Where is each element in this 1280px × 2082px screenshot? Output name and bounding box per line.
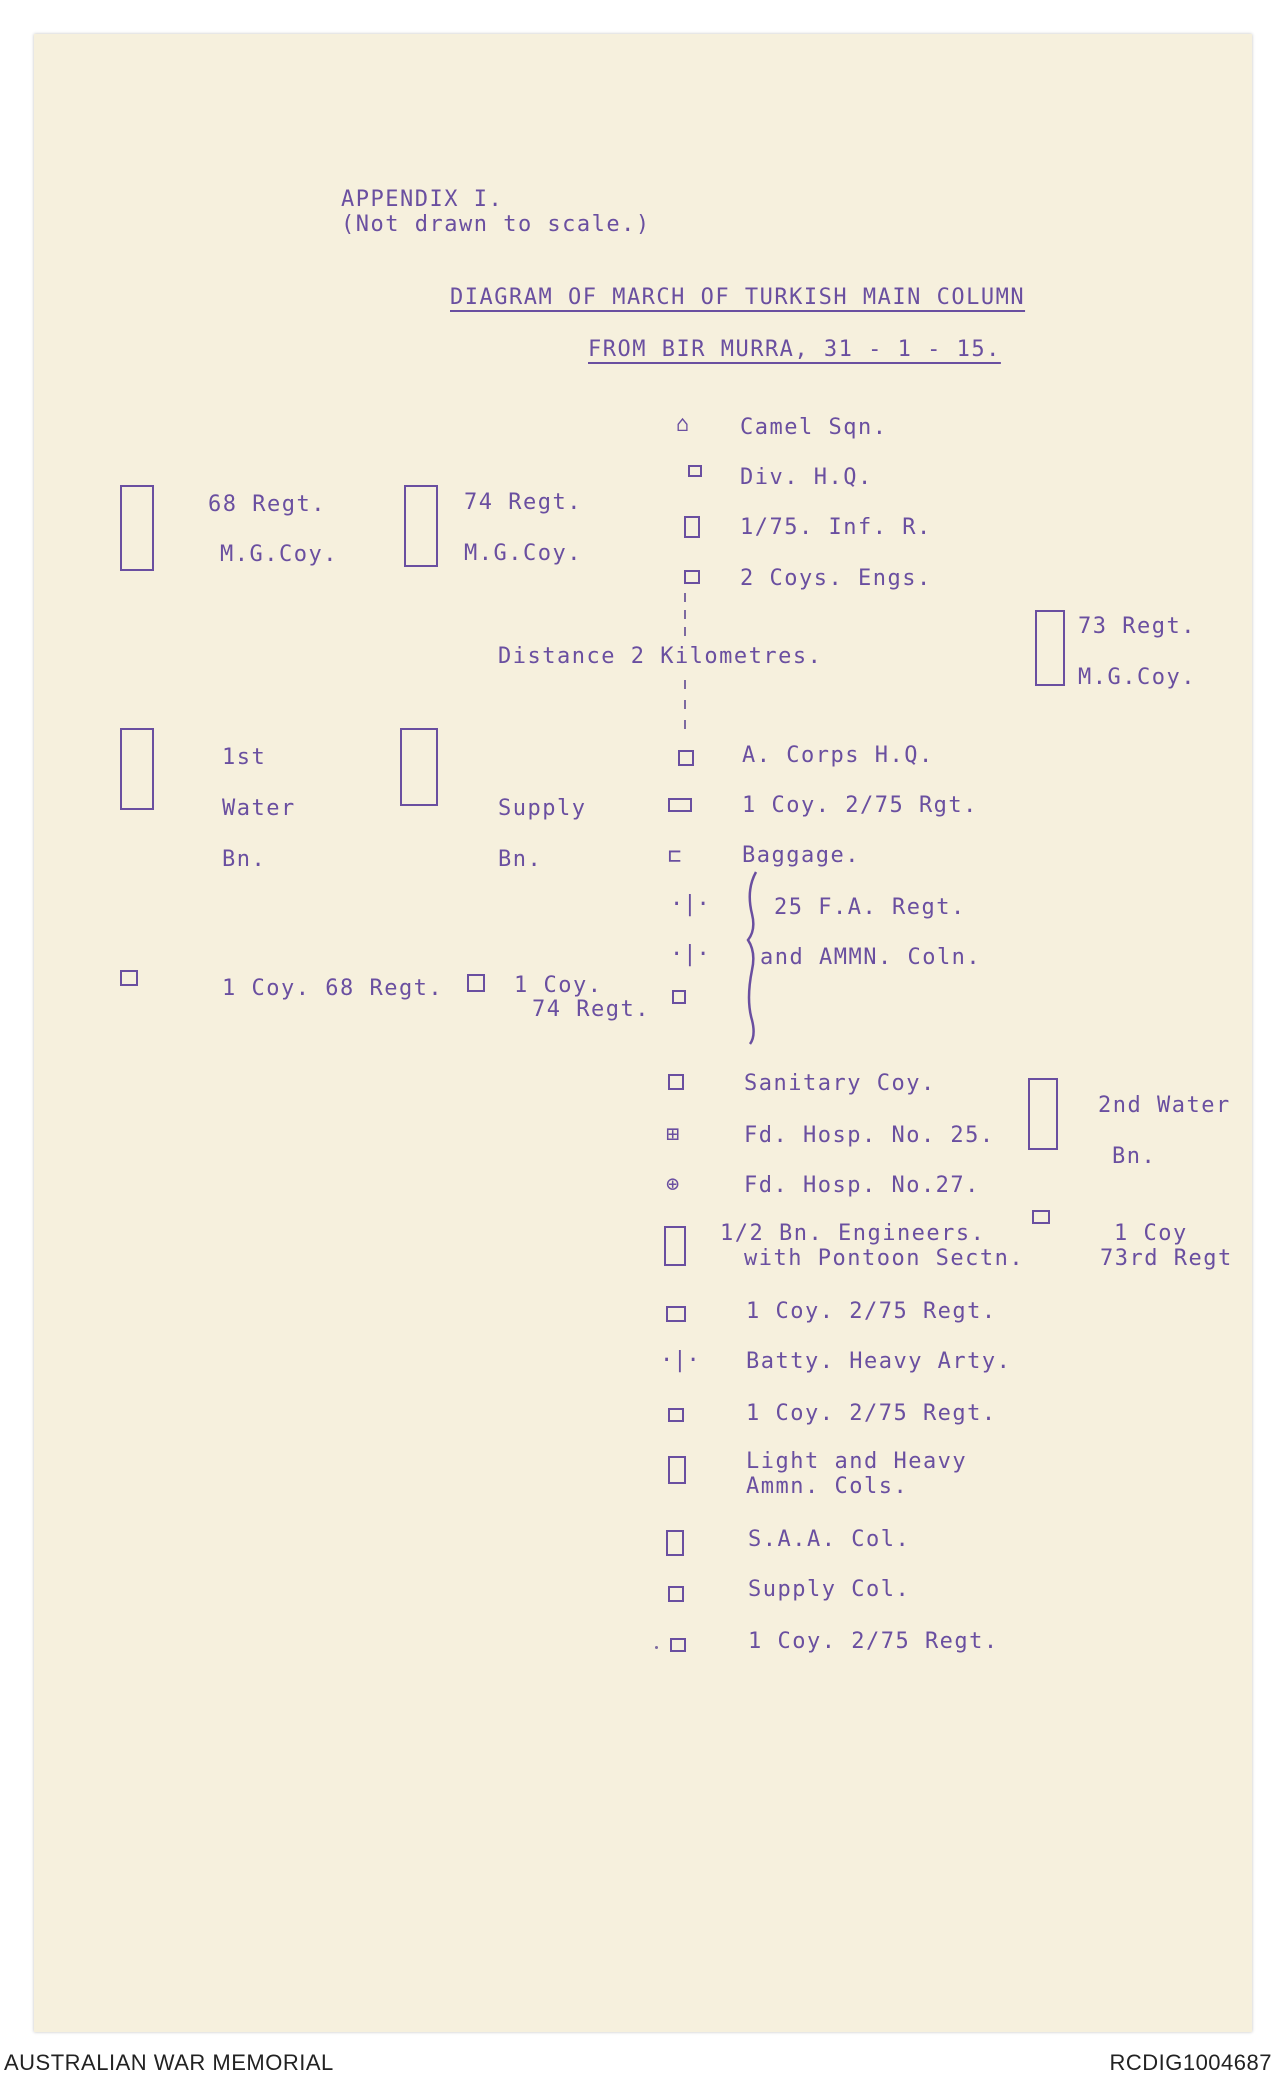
bracket-artillery-group [742, 870, 762, 1046]
unit-74-mg-label: M.G.Coy. [464, 541, 582, 566]
coy-74-line1: 1 Coy. [514, 973, 603, 998]
baggage-symbol: ⊏ [668, 844, 682, 869]
unit-box-74-regt [404, 485, 438, 567]
diagram-title: DIAGRAM OF MARCH OF TURKISH MAIN COLUMN [450, 285, 1026, 310]
coy-symbol [666, 1306, 686, 1322]
unit-73-mg-label: M.G.Coy. [1078, 665, 1196, 690]
column-item: and AMMN. Coln. [760, 945, 982, 970]
corps-hq-symbol [678, 750, 694, 766]
unit-73-regt-label: 73 Regt. [1078, 614, 1196, 639]
column-item: Batty. Heavy Arty. [746, 1349, 1012, 1374]
engineers-symbol [684, 570, 700, 584]
coy-73-line2: 73rd Regt [1100, 1246, 1233, 1271]
document-page [34, 34, 1252, 2032]
unit-box-2nd-water [1028, 1078, 1058, 1150]
column-item: 1 Coy. 2/75 Rgt. [742, 793, 978, 818]
column-item: 1 Coy. 2/75 Regt. [748, 1629, 999, 1654]
coy-74-line2: 74 Regt. [532, 997, 650, 1022]
unit-box-1st-water [120, 728, 154, 810]
column-item: Ammn. Cols. [746, 1474, 909, 1499]
column-item: 25 F.A. Regt. [774, 895, 966, 920]
div-hq-symbol [688, 465, 702, 477]
column-item: Light and Heavy [746, 1449, 968, 1474]
footer-id: RCDIG1004687 [1109, 2050, 1272, 2075]
unit-68-mg-label: M.G.Coy. [220, 542, 338, 567]
unit-box-coy-68 [120, 970, 138, 986]
unit-box-coy-73 [1032, 1210, 1050, 1224]
column-item: Fd. Hosp. No. 25. [744, 1123, 995, 1148]
water-bn-line1: 1st [222, 745, 267, 770]
inf-regt-symbol [684, 516, 700, 538]
heavy-artillery-symbol: ·|· [660, 1348, 700, 1373]
column-item: Supply Col. [748, 1577, 911, 1602]
unit-68-regt-label: 68 Regt. [208, 492, 326, 517]
supply-bn-line1: Supply [498, 796, 587, 821]
pontoon-engineers-symbol [664, 1226, 686, 1266]
column-item: S.A.A. Col. [748, 1527, 911, 1552]
march-line-dash [684, 627, 686, 636]
column-item: with Pontoon Sectn. [744, 1246, 1025, 1271]
march-line-dash [684, 680, 686, 689]
coy-symbol [668, 798, 692, 812]
ammunition-symbol [672, 990, 686, 1004]
field-artillery-symbol: ·|· [670, 892, 710, 917]
water2-line2: Bn. [1112, 1144, 1157, 1169]
column-item: Camel Sqn. [740, 415, 888, 440]
column-item: Div. H.Q. [740, 465, 873, 490]
column-item: 1 Coy. 2/75 Regt. [746, 1401, 997, 1426]
coy-symbol [668, 1408, 684, 1422]
column-item: A. Corps H.Q. [742, 743, 934, 768]
camel-sqn-symbol: ⌂ [676, 412, 690, 437]
column-item: 2 Coys. Engs. [740, 566, 932, 591]
water2-line1: 2nd Water [1098, 1093, 1231, 1118]
column-item: 1 Coy. 2/75 Regt. [746, 1299, 997, 1324]
unit-box-68-regt [120, 485, 154, 571]
water-bn-line2: Water [222, 796, 296, 821]
footer-source: AUSTRALIAN WAR MEMORIAL [4, 2050, 334, 2075]
march-line-dash [684, 700, 686, 709]
column-item: Fd. Hosp. No.27. [744, 1173, 980, 1198]
scale-note: (Not drawn to scale.) [341, 212, 651, 237]
water-bn-line3: Bn. [222, 847, 267, 872]
coy-73-line1: 1 Coy [1114, 1221, 1188, 1246]
unit-box-73-regt [1035, 610, 1065, 686]
field-hospital-icon: ⊕ [666, 1172, 680, 1197]
unit-box-supply-bn [400, 728, 438, 806]
march-line-dash [684, 593, 686, 602]
ink-dot [655, 1646, 658, 1649]
appendix-label: APPENDIX I. [341, 187, 504, 212]
march-line-dash [684, 720, 686, 729]
coy-68-label: 1 Coy. 68 Regt. [222, 976, 444, 1001]
coy-symbol [670, 1638, 686, 1652]
artillery-symbol: ·|· [670, 942, 710, 967]
sanitary-symbol [668, 1074, 684, 1090]
distance-note: Distance 2 Kilometres. [498, 644, 823, 669]
unit-box-coy-74 [467, 974, 485, 992]
ammunition-column-symbol [668, 1456, 686, 1484]
diagram-subtitle: FROM BIR MURRA, 31 - 1 - 15. [588, 337, 1001, 362]
supply-column-symbol [668, 1586, 684, 1602]
march-line-dash [684, 610, 686, 619]
field-hospital-icon: ⊞ [666, 1122, 680, 1147]
unit-74-regt-label: 74 Regt. [464, 490, 582, 515]
column-item: 1/75. Inf. R. [740, 515, 932, 540]
supply-bn-line2: Bn. [498, 847, 543, 872]
column-item: 1/2 Bn. Engineers. [720, 1221, 986, 1246]
column-item: Sanitary Coy. [744, 1071, 936, 1096]
saa-column-symbol [666, 1530, 684, 1556]
column-item: Baggage. [742, 843, 860, 868]
